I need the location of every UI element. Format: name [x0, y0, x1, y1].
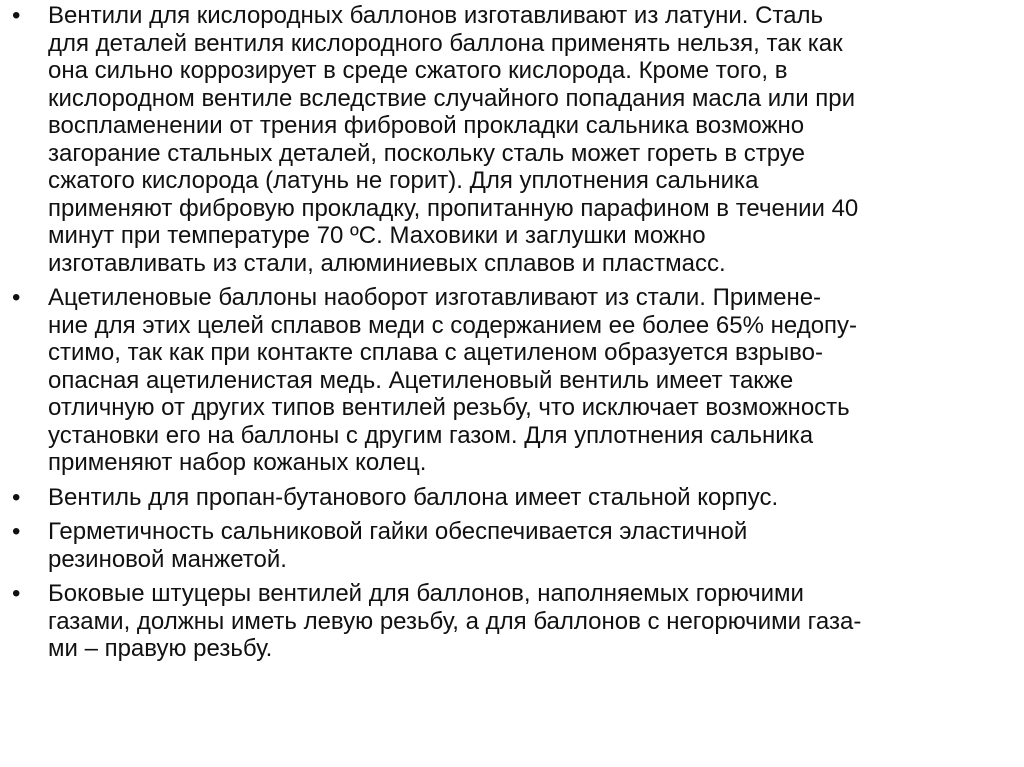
text-line: отличную от других типов вентилей резьбу, что исключает возможность — [48, 394, 850, 421]
bullet-marker: • — [12, 483, 21, 511]
bullet-item-side-fittings — [12, 580, 1010, 663]
text-line: Боковые штуцеры вентилей для баллонов, наполняемых горючими — [48, 580, 804, 607]
text-line: Вентиль для пропан-бутанового баллона имеет стальной корпус. — [48, 483, 779, 511]
text-line: Герметичность сальниковой гайки обеспечивается эластичной — [48, 518, 748, 545]
text-line: сжатого кислорода (латунь не горит). Для уплотнения сальника — [48, 167, 759, 194]
text-line: применяют набор кожаных колец. — [48, 449, 427, 476]
text-line: Вентили для кислородных баллонов изготавливают из латуни. Сталь — [48, 2, 823, 29]
text-line: Ацетиленовые баллоны наоборот изготавливают из стали. Примене- — [48, 284, 822, 311]
text-line: воспламенении от трения фибровой прокладки сальника возможно — [48, 112, 805, 139]
text-line: резиновой манжетой. — [48, 545, 287, 573]
bullet-item-oxygen-valves — [12, 2, 1010, 277]
text-line: стимо, так как при контакте сплава с ацетиленом образуется взрыво- — [48, 339, 823, 366]
bullet-item-propane-valve — [12, 484, 1010, 512]
text-line: опасная ацетиленистая медь. Ацетиленовый вентиль имеет также — [48, 366, 794, 394]
text-line: для деталей вентиля кислородного баллона применять нельзя, так как — [48, 29, 843, 57]
bullet-item-gland-nut — [12, 518, 1010, 573]
text-line: применяют фибровую прокладку, пропитанную парафином в течении 40 — [48, 194, 859, 222]
text-line: изготавливать из стали, алюминиевых сплавов и пластмасс. — [48, 249, 726, 277]
text-line: ми – правую резьбу. — [48, 635, 273, 662]
bullet-marker: • — [12, 580, 21, 607]
text-line: ние для этих целей сплавов меди с содержанием ее более 65% недопу- — [48, 311, 858, 339]
bullet-list — [12, 2, 1010, 663]
bullet-marker: • — [12, 2, 21, 29]
text-line: минут при температуре 70 ºС. Маховики и заглушки можно — [48, 222, 706, 249]
text-line: загорание стальных деталей, поскольку сталь может гореть в струе — [48, 139, 805, 167]
bullet-item-acetylene-cylinders — [12, 284, 1010, 477]
bullet-marker: • — [12, 518, 21, 545]
text-line: установки его на баллоны с другим газом. Для уплотнения сальника — [48, 421, 814, 449]
text-line: газами, должны иметь левую резьбу, а для баллонов с негорючими газа- — [48, 607, 862, 635]
text-line: она сильно коррозирует в среде сжатого кислорода. Кроме того, в — [48, 57, 788, 84]
bullet-marker: • — [12, 284, 21, 311]
text-line: кислородном вентиле вследствие случайного попадания масла или при — [48, 84, 856, 112]
